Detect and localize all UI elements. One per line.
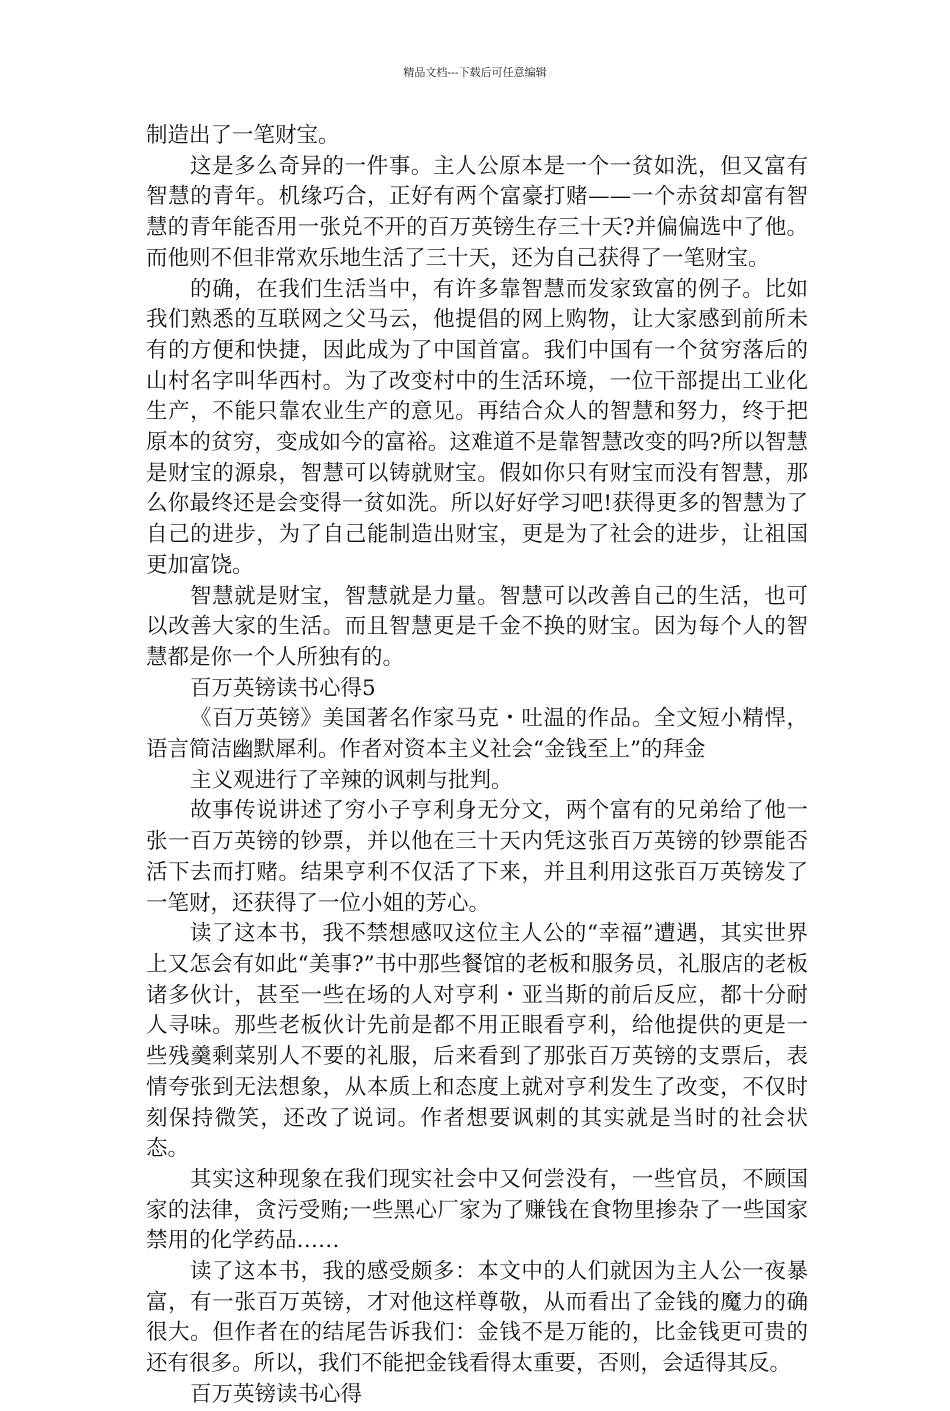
paragraph: 这是多么奇异的一件事。主人公原本是一个一贫如洗，但又富有智慧的青年。机缘巧合，正好有两个富豪打赌——一个赤贫却富有智慧的青年能否用一张兑不开的百万英镑生存三十天?并偏偏选中了他。而他则不但非常欢乐地生活了三十天，还为自己获得了一笔财宝。: [146, 153, 808, 271]
paragraph: 智慧就是财宝，智慧就是力量。智慧可以改善自己的生活，也可以改善大家的生活。而且智慧更是千金不换的财宝。因为每个人的智慧都是你一个人所独有的。: [146, 583, 808, 670]
paragraph: 其实这种现象在我们现实社会中又何尝没有，一些官员，不顾国家的法律，贪污受贿;一些黑心厂家为了赚钱在食物里掺杂了一些国家禁用的化学药品……: [146, 1166, 808, 1254]
section-heading: 百万英镑读书心得: [190, 1381, 363, 1407]
page-header: 精品文档---下载后可任意编辑: [403, 66, 547, 79]
paragraph: 读了这本书，我的感受颇多：本文中的人们就因为主人公一夜暴富，有一张百万英镑，才对他这样尊敬，从而看出了金钱的魔力的确很大。但作者在的结尾告诉我们：金钱不是万能的，比金钱更可贵的还有很多。所以，我们不能把金钱看得太重要，否则，会适得其反。: [146, 1259, 808, 1377]
paragraph: 的确，在我们生活当中，有许多靠智慧而发家致富的例子。比如我们熟悉的互联网之父马云，他提倡的网上购物，让大家感到前所未有的方便和快捷，因此成为了中国首富。我们中国有一个贫穷落后的山村名字叫华西村。为了改变村中的生活环境，一位干部提出工业化生产，不能只靠农业生产的意见。再结合众人的智慧和努力，终于把原本的贫穷，变成如今的富裕。这难道不是靠智慧改变的吗?所以智慧是财宝的源泉，智慧可以铸就财宝。假如你只有财宝而没有智慧，那么你最终还是会变得一贫如洗。所以好好学习吧!获得更多的智慧为了自己的进步，为了自己能制造出财宝，更是为了社会的进步，让祖国更加富饶。: [146, 276, 808, 578]
paragraph: 读了这本书，我不禁想感叹这位主人公的“幸福”遭遇，其实世界上又怎会有如此“美事?”书中那些餐馆的老板和服务员，礼服店的老板诸多伙计，甚至一些在场的人对亨利・亚当斯的前后反应，都十分耐人寻味。那些老板伙计先前是都不用正眼看亨利，给他提供的更是一些残羹剩菜别人不要的礼服，后来看到了那张百万英镑的支票后，表情夸张到无法想象，从本质上和态度上就对亨利发生了改变，不仅时刻保持微笑，还改了说词。作者想要讽刺的其实就是当时的社会状态。: [146, 921, 808, 1162]
paragraph: 故事传说讲述了穷小子亨利身无分文，两个富有的兄弟给了他一张一百万英镑的钞票，并以他在三十天内凭这张百万英镑的钞票能否活下去而打赌。结果亨利不仅活了下来，并且利用这张百万英镑发了一笔财，还获得了一位小姐的芳心。: [146, 798, 808, 916]
document-body: [146, 121, 808, 1411]
section-heading: 百万英镑读书心得5: [190, 675, 376, 701]
paragraph-continuation: 制造出了一笔财宝。: [146, 123, 340, 148]
paragraph: 《百万英镑》美国著名作家马克・吐温的作品。全文短小精悍，语言简洁幽默犀利。作者对资本主义社会“金钱至上”的拜金: [146, 706, 808, 763]
paragraph: 主义观进行了辛辣的讽刺与批判。: [190, 767, 513, 793]
